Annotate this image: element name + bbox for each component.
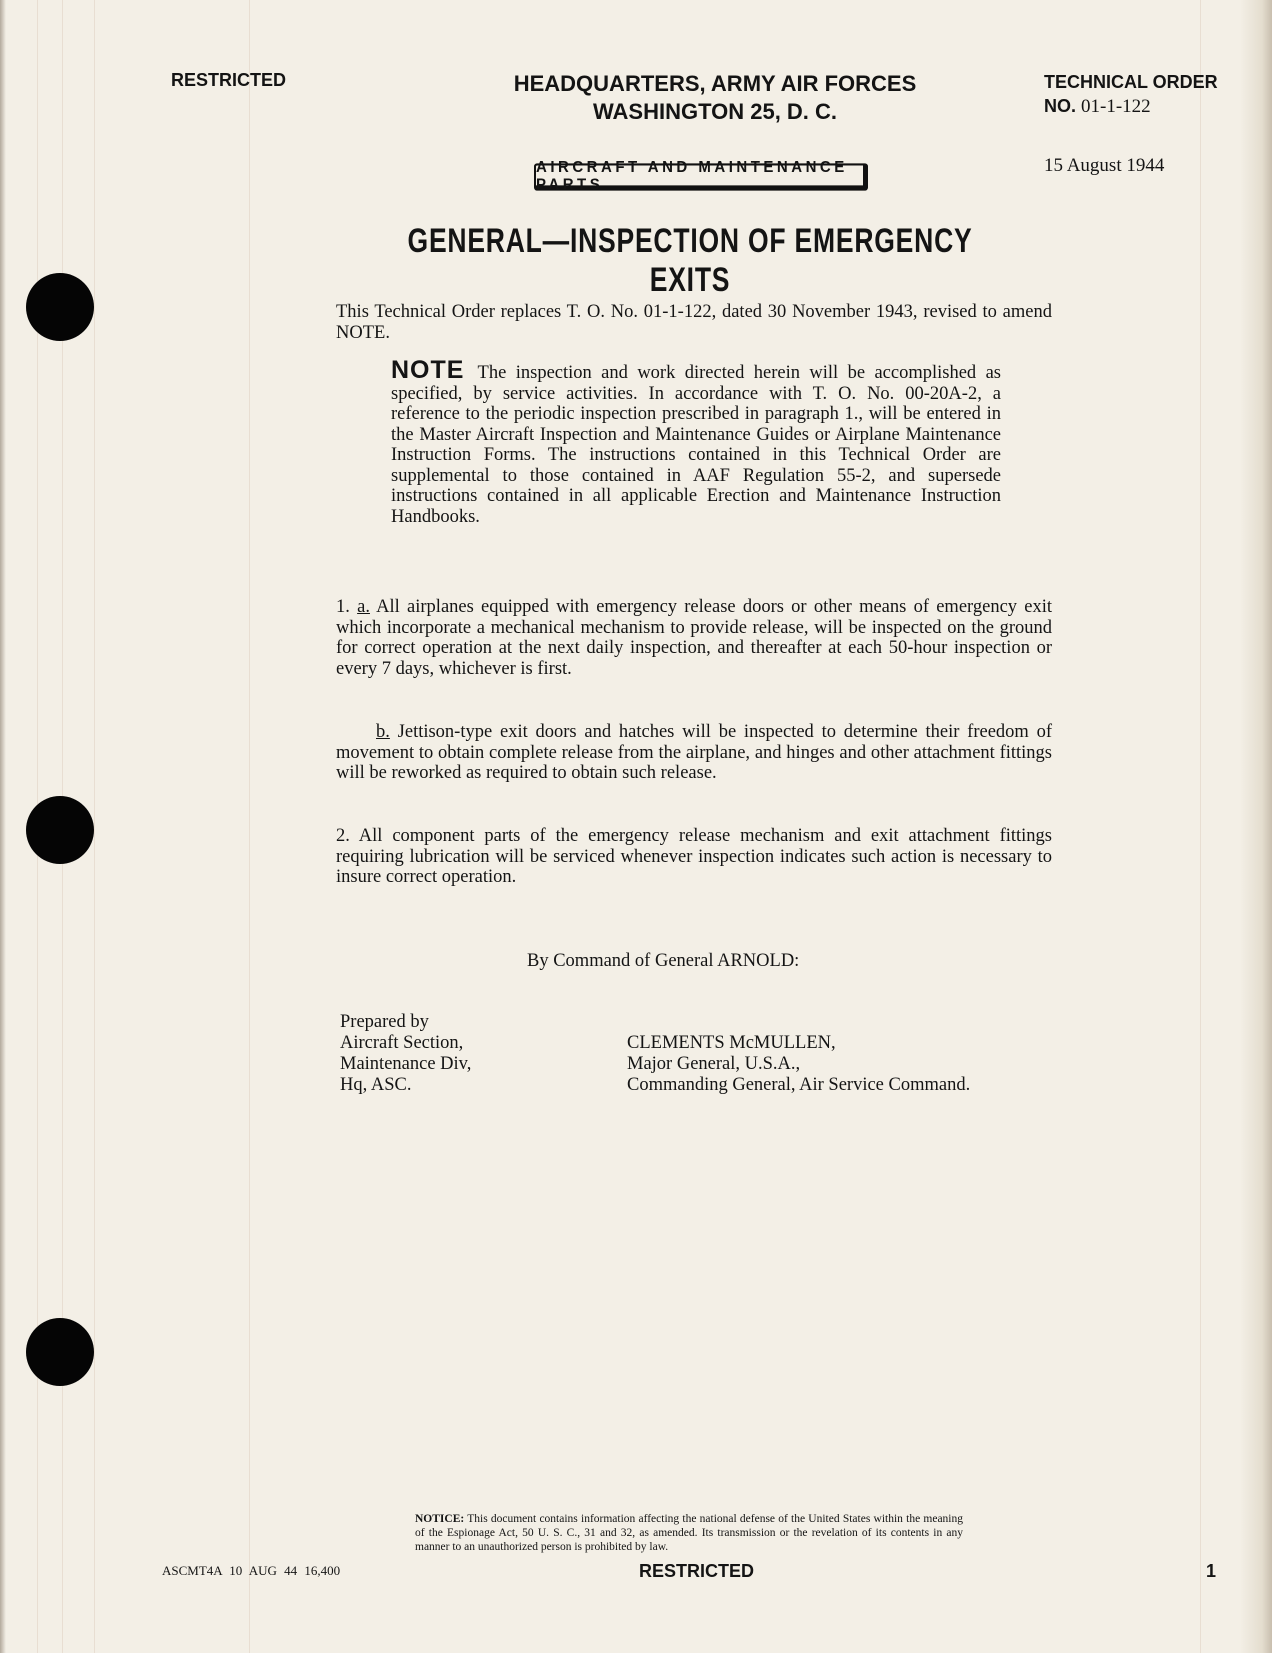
category-badge: AIRCRAFT AND MAINTENANCE PARTS	[534, 163, 868, 190]
prepared-by-line: Prepared by	[340, 1012, 429, 1032]
paper-line	[1200, 0, 1201, 1653]
paragraph-1a	[336, 597, 1052, 679]
page-number: 1	[1206, 1561, 1217, 1581]
paragraph-text: All component parts of the emergency release mechanism and exit attachment fittings requiring lubrication will be serviced whenever inspection indicates such action is necessary to insure correct operation.	[336, 826, 1052, 887]
technical-order-number: 01-1-122	[1081, 96, 1151, 117]
issuer-line-1: HEADQUARTERS, ARMY AIR FORCES	[513, 71, 917, 96]
technical-order-block	[1044, 70, 1218, 119]
prepared-by-line: Hq, ASC.	[340, 1075, 412, 1095]
command-line: By Command of General ARNOLD:	[527, 951, 800, 971]
punch-hole	[26, 273, 94, 341]
prepared-by-line: Aircraft Section,	[340, 1033, 464, 1053]
signer-name: CLEMENTS McMULLEN,	[627, 1033, 836, 1053]
paragraph-text: Jettison-type exit doors and hatches will be inspected to determine their freedom of movement to obtain complete release from the airplane, and hinges and other attachment fittings will be reworked as required to obtain such release.	[336, 722, 1052, 783]
espionage-notice	[415, 1512, 963, 1554]
signer-title: Commanding General, Air Service Command.	[627, 1075, 971, 1095]
paragraph-sub-label: a.	[357, 597, 370, 617]
paragraph-1b	[336, 722, 1052, 784]
signer-block	[627, 1033, 970, 1096]
issue-date: 15 August 1944	[1044, 155, 1165, 176]
paragraph-number: 1.	[336, 597, 350, 617]
note-block	[391, 356, 1001, 527]
classification-bottom: RESTRICTED	[639, 1561, 755, 1581]
classification-top: RESTRICTED	[171, 70, 287, 90]
paragraph-text: All airplanes equipped with emergency release doors or other means of emergency exit which incorporate a mechanical mechanism to provide release, will be inspected on the ground for correct operation at the next daily inspection, and thereafter at each 50-hour inspection or every 7 days, whichever is first.	[336, 597, 1052, 679]
paragraph-number: 2.	[336, 826, 350, 846]
paragraph-sub-label: b.	[376, 722, 390, 742]
issuer-line-2: WASHINGTON 25, D. C.	[592, 99, 838, 124]
note-text: The inspection and work directed herein will be accomplished as specified, by service activities. In accordance with T. O. No. 00-20A-2, a reference to the periodic inspection prescribed in paragraph 1., will be entered in the Master Aircraft Inspection and Maintenance Guides or Airplane Maintenance Instruction Forms. The instructions contained in this Technical Order are supplemental to those contained in AAF Regulation 55-2, and supersede instructions contained in all applicable Erection and Maintenance Instruction Handbooks.	[391, 363, 1001, 527]
technical-order-no-prefix: NO.	[1044, 96, 1077, 116]
issuer-block	[440, 70, 990, 126]
paper-line	[94, 0, 95, 1653]
intro-paragraph: This Technical Order replaces T. O. No. 01-1-122, dated 30 November 1943, revised to amend NOTE.	[336, 302, 1052, 343]
document-title: GENERAL—INSPECTION OF EMERGENCY EXITS	[407, 222, 973, 299]
technical-order-number-line	[1044, 94, 1218, 119]
notice-label: NOTICE:	[415, 1513, 465, 1525]
technical-order-label: TECHNICAL ORDER	[1044, 72, 1218, 92]
punch-hole	[26, 1318, 94, 1386]
prepared-by-block	[340, 1012, 471, 1096]
print-code: ASCMT4A 10 AUG 44 16,400	[162, 1563, 341, 1578]
notice-text: This document contains information affecting the national defense of the United States within the meaning of the Espionage Act, 50 U. S. C., 31 and 32, as amended. Its transmission or the revelation of its contents in any manner to an unauthorized person is prohibited by law.	[415, 1513, 963, 1553]
note-label: NOTE	[391, 356, 465, 384]
prepared-by-line: Maintenance Div,	[340, 1054, 472, 1074]
signer-rank: Major General, U.S.A.,	[627, 1054, 801, 1074]
punch-hole	[26, 796, 94, 864]
paragraph-2	[336, 826, 1052, 888]
paper-line	[249, 0, 250, 1653]
